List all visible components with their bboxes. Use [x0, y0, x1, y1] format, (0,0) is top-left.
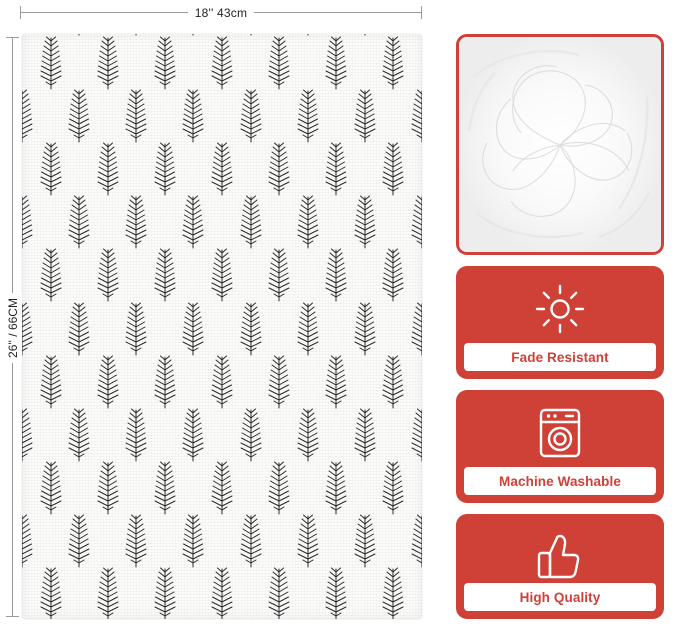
feature-label-fade-resistant: Fade Resistant	[464, 343, 656, 371]
pine-tree-icon	[152, 141, 178, 197]
pine-tree-icon	[22, 513, 35, 569]
pine-tree-pattern	[22, 34, 422, 619]
pine-tree-icon	[95, 354, 121, 410]
pine-tree-icon	[22, 301, 35, 357]
pine-tree-icon	[66, 407, 92, 463]
pine-tree-icon	[352, 194, 378, 250]
pine-tree-icon	[66, 301, 92, 357]
pine-tree-icon	[95, 566, 121, 619]
pine-tree-icon	[409, 88, 422, 144]
pine-tree-icon	[295, 194, 321, 250]
pine-tree-icon	[123, 301, 149, 357]
pine-tree-icon	[295, 301, 321, 357]
width-dimension-cap-right	[421, 6, 422, 19]
pine-tree-icon	[238, 513, 264, 569]
pine-tree-icon	[323, 35, 349, 91]
pine-tree-icon	[409, 301, 422, 357]
pine-tree-icon	[38, 141, 64, 197]
pine-tree-icon	[95, 141, 121, 197]
pine-tree-icon	[180, 407, 206, 463]
fabric-swirl-lines	[459, 37, 661, 252]
pine-tree-icon	[209, 566, 235, 619]
pine-tree-icon	[22, 34, 35, 37]
pine-tree-icon	[22, 194, 35, 250]
pine-tree-icon	[266, 354, 292, 410]
pine-tree-icon	[352, 301, 378, 357]
feature-label-high-quality: High Quality	[464, 583, 656, 611]
pine-tree-icon	[123, 88, 149, 144]
pine-tree-icon	[380, 460, 406, 516]
width-dimension-label: 18'' 43cm	[188, 6, 254, 20]
pine-tree-icon	[409, 34, 422, 37]
towel-product-image	[22, 34, 422, 619]
pine-tree-icon	[152, 460, 178, 516]
pine-tree-icon	[152, 566, 178, 619]
pine-tree-icon	[409, 194, 422, 250]
width-dimension-cap-left	[20, 6, 21, 19]
pine-tree-icon	[295, 88, 321, 144]
pine-tree-icon	[323, 247, 349, 303]
pine-tree-icon	[38, 460, 64, 516]
pine-tree-icon	[152, 35, 178, 91]
pine-tree-icon	[95, 247, 121, 303]
pine-tree-icon	[180, 301, 206, 357]
pine-tree-icon	[409, 407, 422, 463]
pine-tree-icon	[95, 460, 121, 516]
pine-tree-icon	[238, 88, 264, 144]
feature-column	[456, 34, 664, 619]
pine-tree-icon	[66, 34, 92, 37]
pine-tree-icon	[66, 88, 92, 144]
pine-tree-icon	[323, 354, 349, 410]
pine-tree-icon	[22, 407, 35, 463]
pine-tree-icon	[123, 194, 149, 250]
pine-tree-icon	[209, 247, 235, 303]
pine-tree-icon	[238, 407, 264, 463]
height-dimension-cap-top	[6, 37, 19, 38]
pine-tree-icon	[152, 354, 178, 410]
pine-tree-icon	[123, 513, 149, 569]
pine-tree-icon	[295, 34, 321, 37]
pine-tree-icon	[409, 513, 422, 569]
pine-tree-icon	[266, 35, 292, 91]
pine-tree-icon	[380, 141, 406, 197]
pine-tree-icon	[123, 407, 149, 463]
width-dimension	[14, 0, 428, 26]
pine-tree-icon	[323, 141, 349, 197]
pine-tree-icon	[38, 566, 64, 619]
feature-card-high-quality	[456, 514, 664, 619]
pine-tree-icon	[295, 407, 321, 463]
pine-tree-icon	[22, 88, 35, 144]
height-dimension-label: 26'' / 66CM	[4, 293, 22, 363]
pine-tree-icon	[380, 566, 406, 619]
pine-tree-icon	[209, 35, 235, 91]
pine-tree-icon	[238, 301, 264, 357]
fabric-closeup-card	[456, 34, 664, 255]
pine-tree-icon	[152, 247, 178, 303]
pine-tree-icon	[123, 34, 149, 37]
pine-tree-icon	[180, 34, 206, 37]
pine-tree-icon	[180, 88, 206, 144]
pine-tree-icon	[38, 247, 64, 303]
pine-tree-icon	[66, 194, 92, 250]
pine-tree-icon	[352, 88, 378, 144]
pine-tree-icon	[209, 141, 235, 197]
pine-tree-icon	[380, 354, 406, 410]
washing-machine-icon	[456, 404, 664, 462]
pine-tree-icon	[380, 247, 406, 303]
pine-tree-icon	[38, 35, 64, 91]
pine-tree-icon	[266, 566, 292, 619]
feature-card-fade-resistant	[456, 266, 664, 379]
sun-icon	[456, 280, 664, 338]
pine-tree-icon	[238, 194, 264, 250]
feature-card-machine-washable	[456, 390, 664, 503]
height-dimension-cap-bottom	[6, 616, 19, 617]
pine-tree-icon	[180, 513, 206, 569]
pine-tree-icon	[352, 513, 378, 569]
pine-tree-icon	[323, 566, 349, 619]
pine-tree-icon	[38, 354, 64, 410]
pine-tree-icon	[66, 513, 92, 569]
pine-tree-icon	[209, 354, 235, 410]
thumbs-up-icon	[456, 528, 664, 586]
pine-tree-icon	[266, 460, 292, 516]
pine-tree-icon	[266, 247, 292, 303]
pine-tree-icon	[352, 34, 378, 37]
pine-tree-icon	[180, 194, 206, 250]
pine-tree-icon	[380, 35, 406, 91]
pine-tree-icon	[295, 513, 321, 569]
pine-tree-icon	[95, 35, 121, 91]
pine-tree-icon	[266, 141, 292, 197]
pine-tree-icon	[209, 460, 235, 516]
feature-label-machine-washable: Machine Washable	[464, 467, 656, 495]
pine-tree-icon	[238, 34, 264, 37]
pine-tree-icon	[352, 407, 378, 463]
pine-tree-icon	[323, 460, 349, 516]
